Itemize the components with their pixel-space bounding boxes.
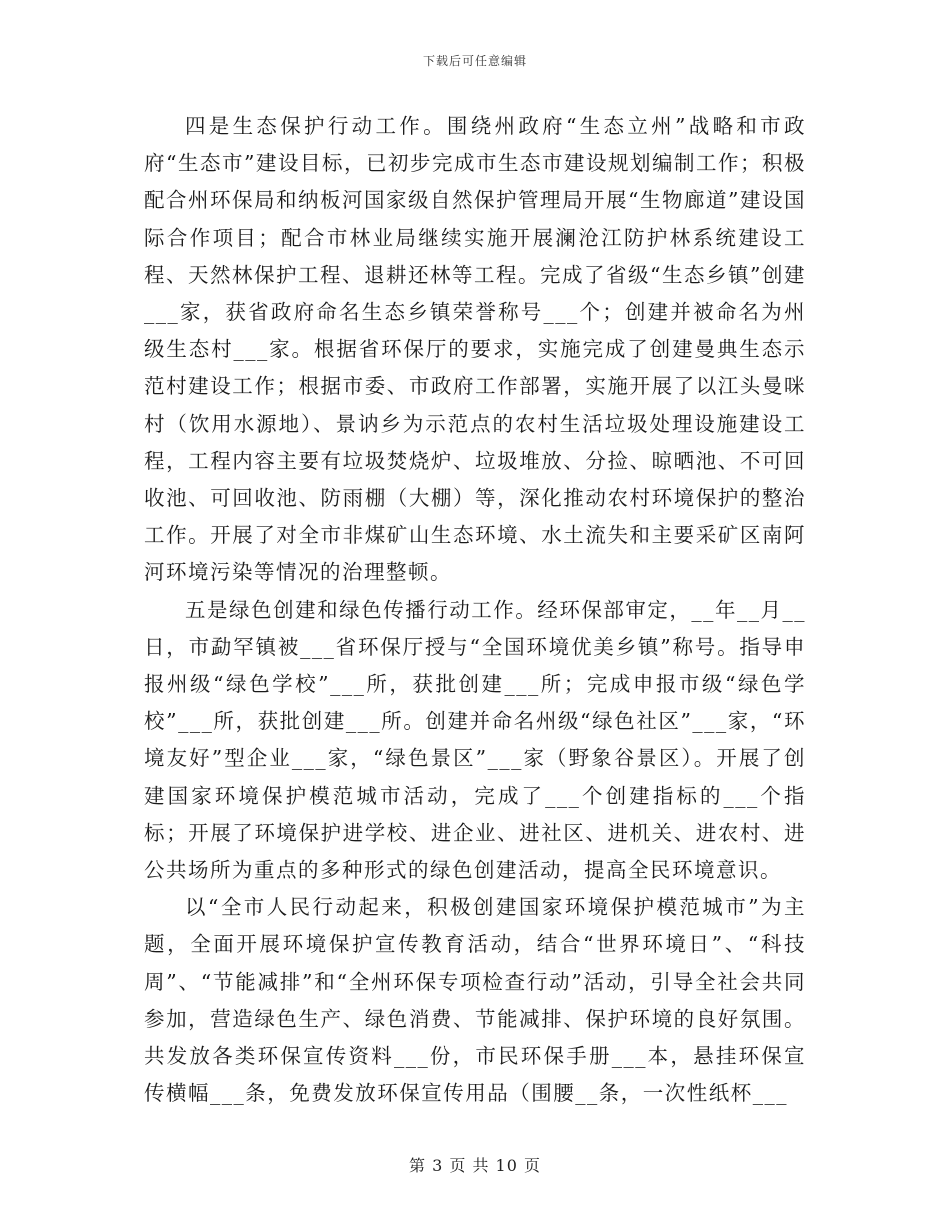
page-header-note: 下载后可任意编辑	[422, 54, 527, 68]
document-body	[144, 108, 806, 1112]
paragraph-green-creation: 五是绿色创建和绿色传播行动工作。经环保部审定，__年__月__日，市勐罕镇被___省环保厅授与“全国环境优美乡镇”称号。指导申报州级“绿色学校”___所，获批创建___所；完成申报市级“绿色学校”___所，获批创建___所。创建并命名州级“绿色社区”___家，“环境友好”型企业___家，“绿色景区”___家（野象谷景区）。开展了创建国家环境保护模范城市活动，完成了___个创建指标的___个指标；开展了环境保护进学校、进企业、进社区、进机关、进农村、进公共场所为重点的多种形式的绿色创建活动，提高全民环境意识。	[144, 597, 806, 883]
page-number: 第 3 页 共 10 页	[409, 1156, 541, 1175]
paragraph-ecological-protection: 四是生态保护行动工作。围绕州政府“生态立州”战略和市政府“生态市”建设目标，已初步完成市生态市建设规划编制工作；积极配合州环保局和纳板河国家级自然保护管理局开展“生物廊道”建设国际合作项目；配合市林业局继续实施开展澜沧江防护林系统建设工程、天然林保护工程、退耕还林等工程。完成了省级“生态乡镇”创建___家，获省政府命名生态乡镇荣誉称号___个；创建并被命名为州级生态村___家。根据省环保厅的要求，实施完成了创建曼典生态示范村建设工作；根据市委、市政府工作部署，实施开展了以江头曼咪村（饮用水源地）、景讷乡为示范点的农村生活垃圾处理设施建设工程，工程内容主要有垃圾焚烧炉、垃圾堆放、分捡、晾晒池、不可回收池、可回收池、防雨棚（大棚）等，深化推动农村环境保护的整治工作。开展了对全市非煤矿山生态环境、水土流失和主要采矿区南阿河环境污染等情况的治理整顿。	[144, 114, 806, 585]
paragraph-publicity-campaign: 以“全市人民行动起来，积极创建国家环境保护模范城市”为主题，全面开展环境保护宣传教育活动，结合“世界环境日”、“科技周”、“节能减排”和“全州环保专项检查行动”活动，引导全社会共同参加，营造绿色生产、绿色消费、节能减排、保护环境的良好氛围。共发放各类环保宣传资料___份，市民环保手册___本，悬挂环保宣传横幅___条，免费发放环保宣传用品（围腰__条，一次性纸杯___	[144, 895, 806, 1106]
